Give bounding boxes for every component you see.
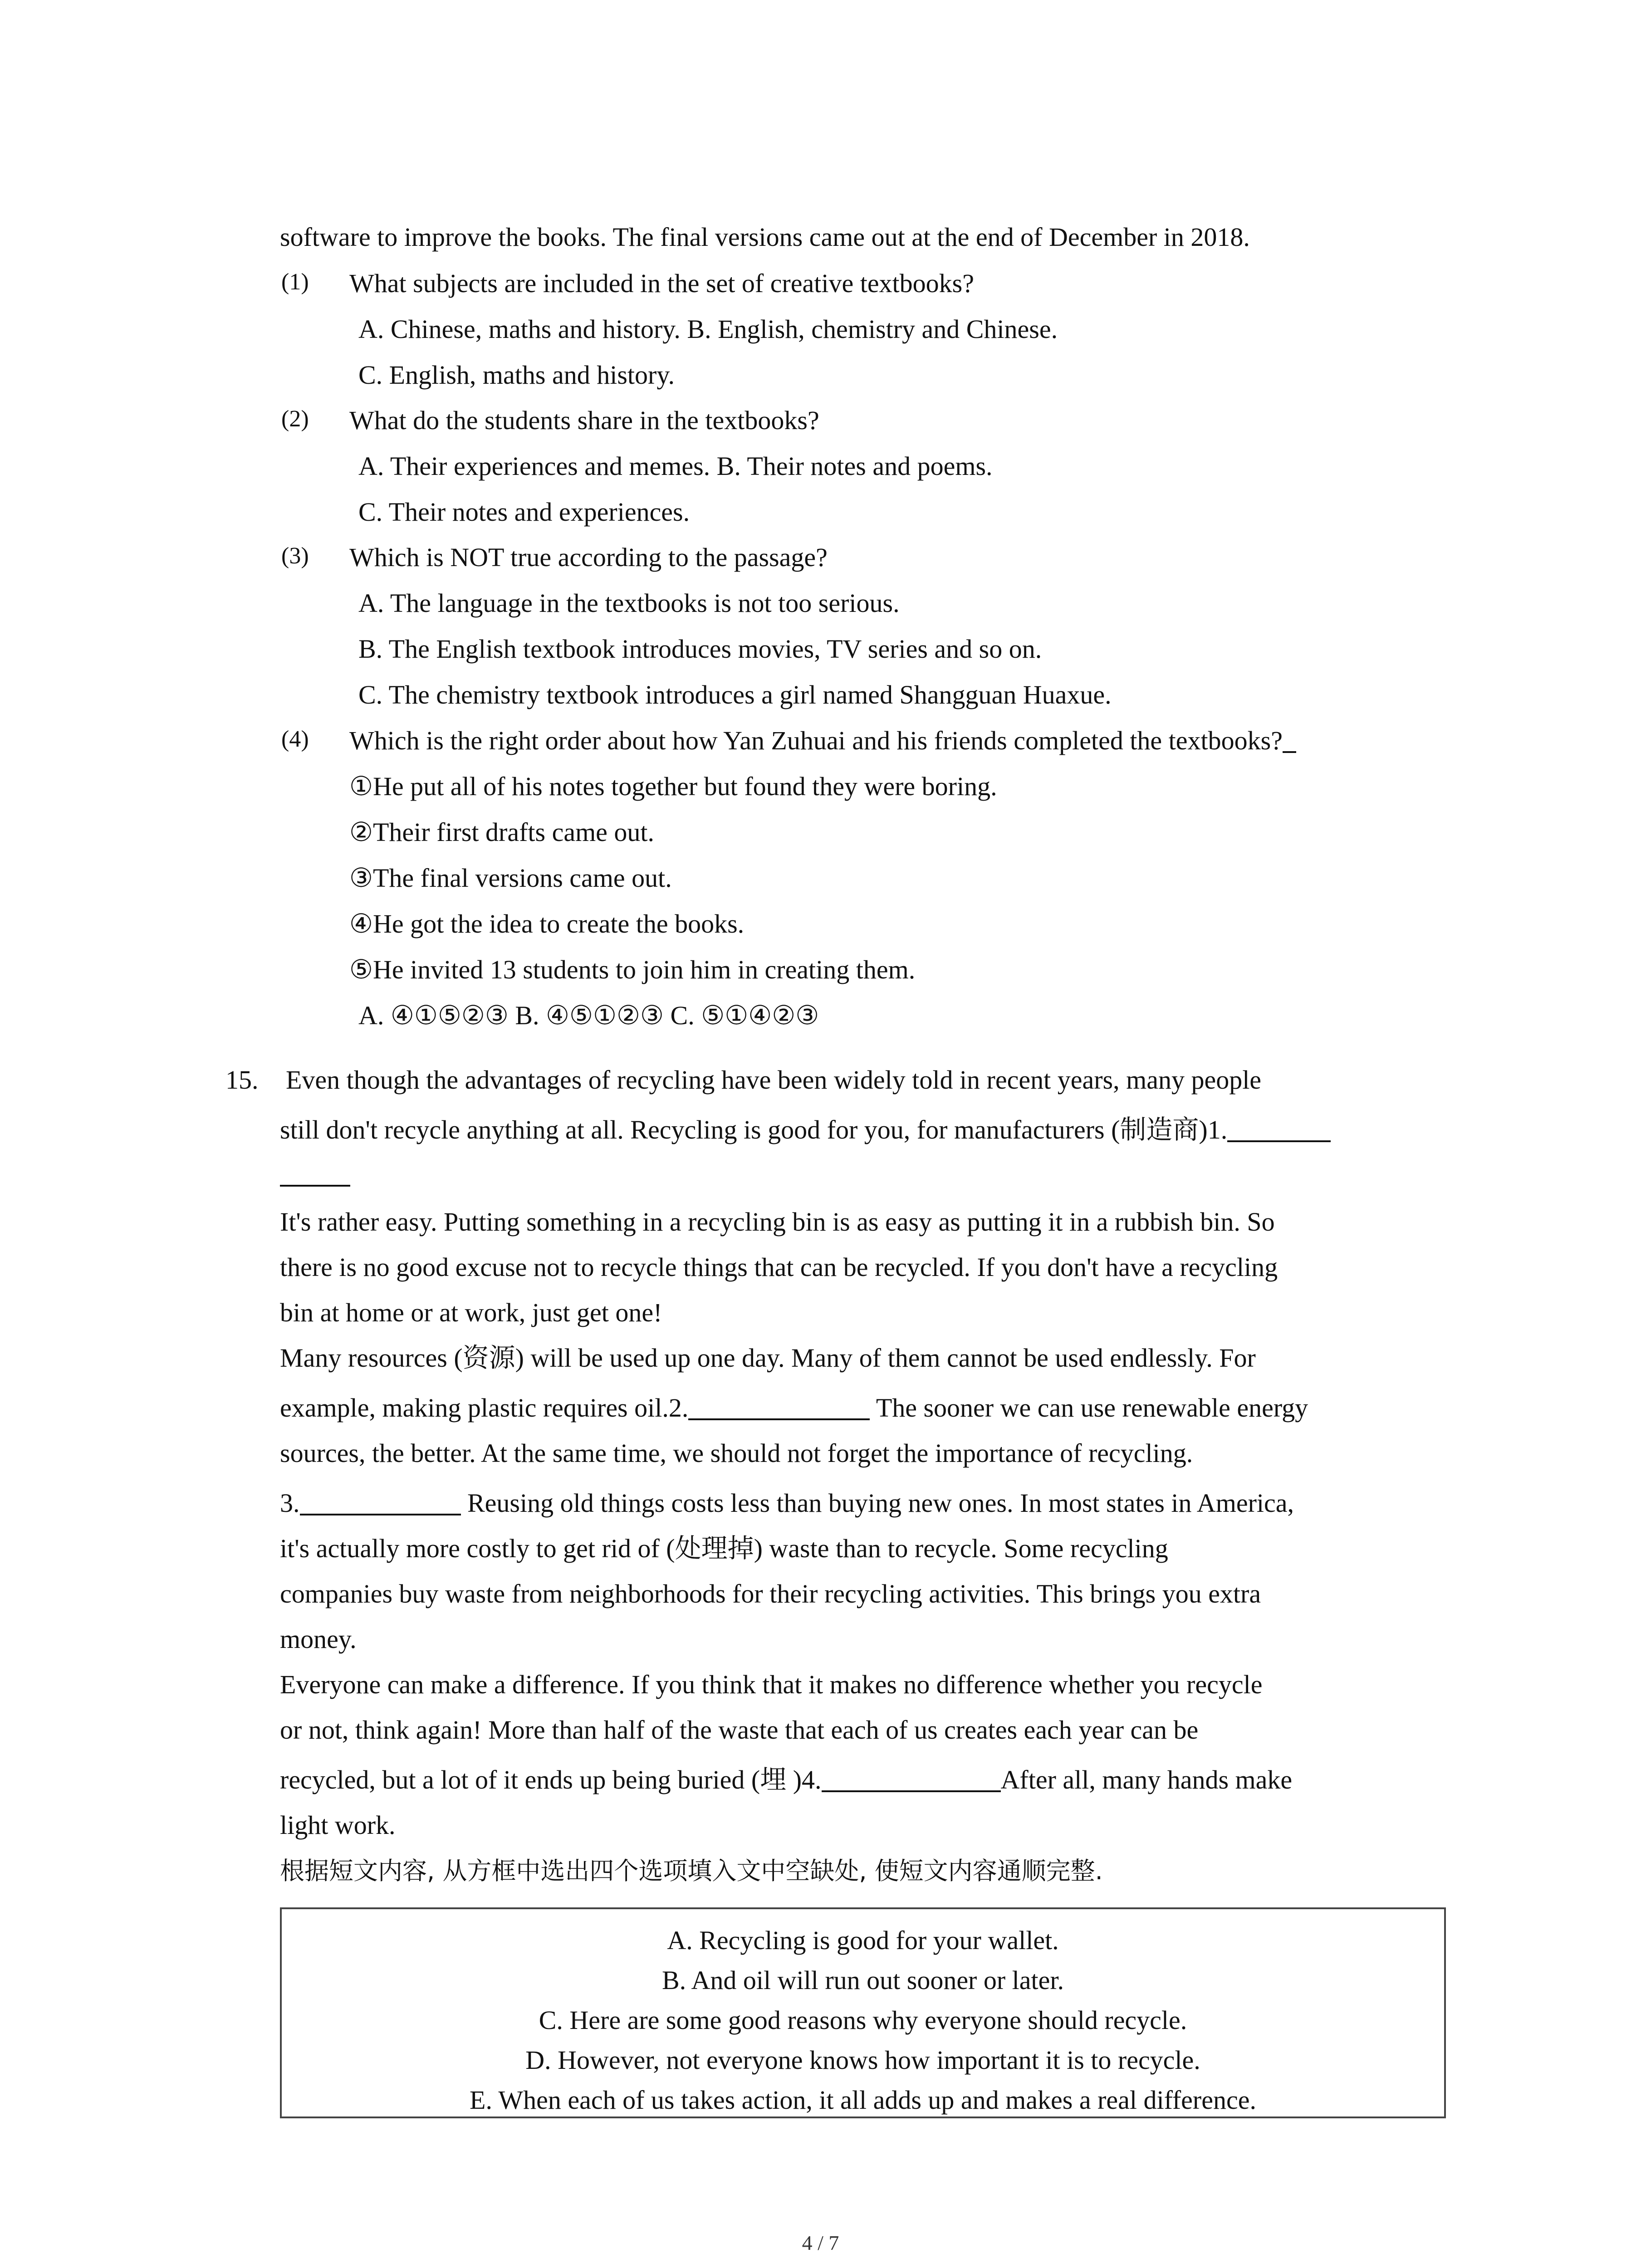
- question-number: (1): [281, 269, 309, 295]
- question-text: What do the students share in the textbooks?: [349, 406, 819, 435]
- option-line: A. Chinese, maths and history. B. English, chemistry and Chinese.: [358, 314, 1058, 344]
- option-line: C. The chemistry textbook introduces a girl named Shangguan Huaxue.: [358, 680, 1112, 709]
- order-step: ③The final versions came out.: [349, 863, 672, 893]
- paragraph-line: bin at home or at work, just get one!: [280, 1298, 662, 1327]
- choice-item: B. And oil will run out sooner or later.: [661, 1965, 1064, 1995]
- paragraph-line: sources, the better. At the same time, we should not forget the importance of recycling.: [280, 1438, 1193, 1468]
- order-step: ⑤He invited 13 students to join him in creating them.: [349, 955, 916, 984]
- answer-blank-1-continued[interactable]: [280, 1161, 350, 1188]
- paragraph-line: money.: [280, 1624, 357, 1654]
- question-text: Which is the right order about how Yan Zuhuai and his friends completed the textbooks?: [349, 728, 1296, 754]
- order-step: ④He got the idea to create the books.: [349, 909, 745, 938]
- answer-blank[interactable]: [1283, 728, 1296, 753]
- paragraph-line: there is no good excuse not to recycle things that can be recycled. If you don't have a recycling: [280, 1252, 1278, 1282]
- paragraph-line: Even though the advantages of recycling have been widely told in recent years, many people: [286, 1065, 1262, 1095]
- option-line: B. The English textbook introduces movies, TV series and so on.: [358, 634, 1042, 664]
- paragraph-line: It's rather easy. Putting something in a recycling bin is as easy as putting it in a rubbish bin. So: [280, 1207, 1275, 1237]
- question-number: 15.: [225, 1065, 259, 1095]
- order-step: ①He put all of his notes together but found they were boring.: [349, 772, 997, 801]
- answer-blank-2[interactable]: [688, 1396, 870, 1420]
- intro-line: software to improve the books. The final versions came out at the end of December in 2018.: [280, 222, 1250, 252]
- answer-blank-4[interactable]: [822, 1768, 1001, 1792]
- paragraph-line: light work.: [280, 1810, 396, 1840]
- question-number: (2): [281, 406, 309, 432]
- instruction-text: 根据短文内容, 从方框中选出四个选项填入文中空缺处, 使短文内容通顺完整.: [280, 1857, 1103, 1885]
- answer-blank-3[interactable]: [300, 1491, 461, 1515]
- page-number: 4 / 7: [802, 2231, 839, 2254]
- question-number: (4): [281, 726, 309, 752]
- order-step: ②Their first drafts came out.: [349, 817, 655, 847]
- option-line: A. ④①⑤②③ B. ④⑤①②③ C. ⑤①④②③: [358, 1001, 819, 1030]
- question-text: Which is NOT true according to the passage?: [349, 543, 828, 572]
- paragraph-line: Many resources (资源) will be used up one day. Many of them cannot be used endlessly. For: [280, 1343, 1256, 1373]
- paragraph-line: example, making plastic requires oil.2. The sooner we can use renewable energy: [280, 1393, 1308, 1422]
- choice-item: A. Recycling is good for your wallet.: [667, 1926, 1059, 1955]
- option-line: A. Their experiences and memes. B. Their notes and poems.: [358, 451, 993, 481]
- choice-item: E. When each of us takes action, it all adds up and makes a real difference.: [470, 2085, 1256, 2115]
- option-line: C. English, maths and history.: [358, 360, 675, 390]
- option-line: A. The language in the textbooks is not too serious.: [358, 588, 900, 618]
- paragraph-line: recycled, but a lot of it ends up being buried (埋 )4. After all, many hands make: [280, 1765, 1293, 1794]
- answer-blank-1[interactable]: [1227, 1118, 1331, 1142]
- paragraph-line: 3. Reusing old things costs less than buying new ones. In most states in America,: [280, 1488, 1294, 1518]
- question-text: What subjects are included in the set of creative textbooks?: [349, 269, 974, 298]
- choice-item: C. Here are some good reasons why everyone should recycle.: [539, 2005, 1187, 2035]
- paragraph-line: it's actually more costly to get rid of (处理掉) waste than to recycle. Some recycling: [280, 1534, 1168, 1563]
- choices-box: [280, 1907, 1446, 2118]
- question-number: (3): [281, 543, 309, 569]
- paragraph-line: still don't recycle anything at all. Recycling is good for you, for manufacturers (制造商)1.: [280, 1117, 1331, 1143]
- choice-item: D. However, not everyone knows how important it is to recycle.: [525, 2045, 1200, 2075]
- paragraph-line: companies buy waste from neighborhoods for their recycling activities. This brings you extra: [280, 1579, 1261, 1608]
- paragraph-line: Everyone can make a difference. If you think that it makes no difference whether you recycle: [280, 1670, 1263, 1699]
- paragraph-line: or not, think again! More than half of the waste that each of us creates each year can be: [280, 1715, 1199, 1745]
- option-line: C. Their notes and experiences.: [358, 497, 690, 527]
